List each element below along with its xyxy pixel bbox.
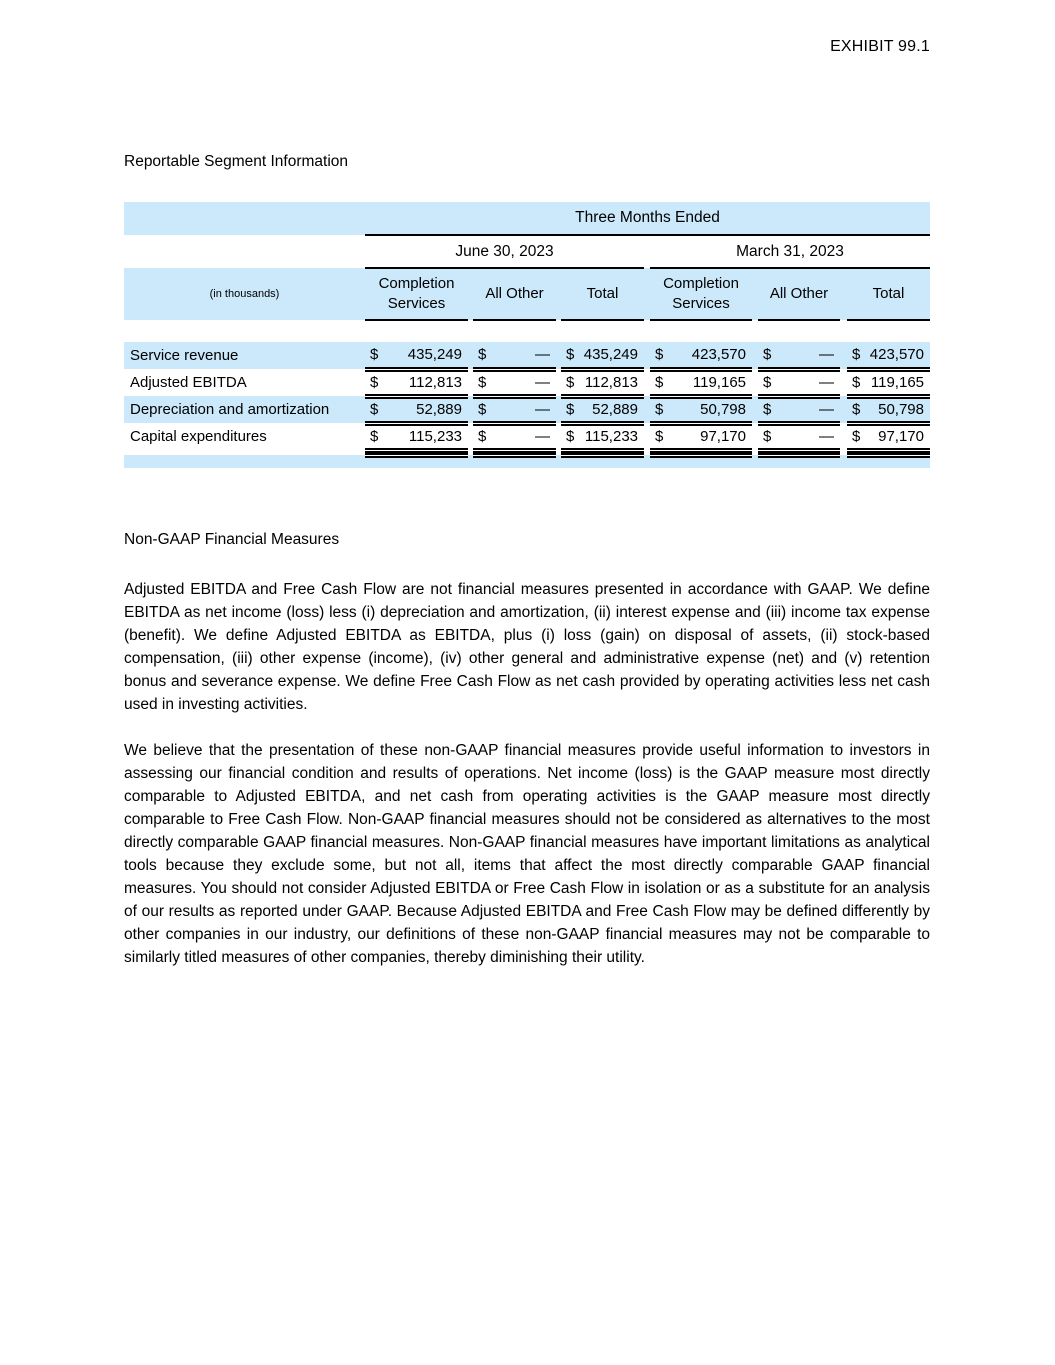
- value-cell: 423,570: [861, 342, 930, 369]
- spacer-row: [124, 320, 930, 342]
- units-label: (in thousands): [209, 287, 280, 300]
- table-row: [124, 423, 930, 450]
- dollar-sign-cell: $: [847, 342, 861, 369]
- column-header: Total: [847, 268, 930, 320]
- value-cell: 115,233: [381, 423, 468, 450]
- exhibit-label: EXHIBIT 99.1: [830, 38, 930, 55]
- dollar-sign-cell: $: [473, 423, 487, 450]
- dollar-sign-cell: $: [758, 342, 772, 369]
- value-cell: 423,570: [666, 342, 752, 369]
- table-row-columns: [124, 268, 930, 320]
- dollar-sign-cell: $: [365, 396, 381, 423]
- column-header: Total: [561, 268, 644, 320]
- value-cell: —: [487, 342, 556, 369]
- value-cell: —: [487, 396, 556, 423]
- gap-cell: [840, 369, 847, 396]
- subsection-title: Non-GAAP Financial Measures: [124, 531, 340, 548]
- value-cell: 52,889: [575, 396, 644, 423]
- dollar-sign-cell: $: [365, 423, 381, 450]
- value-cell: 112,813: [575, 369, 644, 396]
- column-header: Completion Services: [365, 268, 468, 320]
- table-row: [124, 342, 930, 369]
- dollar-sign-cell: $: [473, 396, 487, 423]
- column-header: All Other: [758, 268, 840, 320]
- dollar-sign-cell: $: [847, 423, 861, 450]
- section-title: Reportable Segment Information: [124, 153, 349, 170]
- total-rule-cell: [473, 455, 556, 468]
- paragraph-limitations: We believe that the presentation of these non-GAAP financial measures provide useful information to investors in assessing our financial condition and results of operations. Net income (loss) is the GAAP measure most directly comparable to Adjusted EBITDA, and net cash from operating activities is the GAAP measure most directly comparable to Free Cash Flow. Non-GAAP financial measures should not be considered as alternatives to the most directly comparable GAAP financial measures. Non-GAAP financial measures have important limitations as analytical tools because they exclude some, but not all, items that affect the most directly comparable GAAP financial measures. You should not consider Adjusted EBITDA or Free Cash Flow in isolation or as a substitute for an analysis of our results as reported under GAAP. Because Adjusted EBITDA and Free Cash Flow may be defined differently by other companies in our industry, our definitions of these non-GAAP financial measures may not be comparable to similarly titled measures of other companies, thereby diminishing their utility.: [124, 742, 930, 966]
- gap-cell: [840, 455, 847, 468]
- total-rule-cell: [847, 455, 930, 468]
- column-header: Completion Services: [650, 268, 752, 320]
- dollar-sign-cell: $: [650, 423, 666, 450]
- value-cell: 112,813: [381, 369, 468, 396]
- period-header: Three Months Ended: [365, 202, 930, 235]
- value-cell: —: [772, 396, 840, 423]
- value-cell: 435,249: [381, 342, 468, 369]
- dollar-sign-cell: $: [650, 369, 666, 396]
- date-header-march: March 31, 2023: [650, 235, 930, 268]
- value-cell: 50,798: [861, 396, 930, 423]
- dollar-sign-cell: $: [758, 423, 772, 450]
- dollar-sign-cell: $: [365, 369, 381, 396]
- value-cell: 115,233: [575, 423, 644, 450]
- value-cell: —: [772, 342, 840, 369]
- dollar-sign-cell: $: [473, 369, 487, 396]
- dollar-sign-cell: $: [473, 342, 487, 369]
- dollar-sign-cell: $: [758, 396, 772, 423]
- dollar-sign-cell: $: [561, 342, 575, 369]
- value-cell: —: [487, 369, 556, 396]
- dollar-sign-cell: $: [847, 396, 861, 423]
- dollar-sign-cell: $: [758, 369, 772, 396]
- empty-cell: [124, 202, 365, 235]
- dollar-sign-cell: $: [847, 369, 861, 396]
- value-cell: 435,249: [575, 342, 644, 369]
- table-row: [124, 396, 930, 423]
- gap-cell: [840, 423, 847, 450]
- table-row: [124, 369, 930, 396]
- table-footer-row: [124, 455, 930, 468]
- segment-information-table: [124, 202, 930, 468]
- value-cell: 119,165: [861, 369, 930, 396]
- row-label: Service revenue: [130, 347, 239, 364]
- total-rule-cell: [561, 455, 644, 468]
- dollar-sign-cell: $: [650, 396, 666, 423]
- gap-cell: [840, 268, 847, 320]
- row-label: Adjusted EBITDA: [130, 374, 247, 391]
- dollar-sign-cell: $: [561, 396, 575, 423]
- empty-cell: [124, 455, 365, 468]
- value-cell: —: [487, 423, 556, 450]
- value-cell: 119,165: [666, 369, 752, 396]
- total-rule-cell: [365, 455, 468, 468]
- dollar-sign-cell: $: [650, 342, 666, 369]
- value-cell: 97,170: [666, 423, 752, 450]
- paragraph-definitions: Adjusted EBITDA and Free Cash Flow are not financial measures presented in accordance with GAAP. We define EBITDA as net income (loss) less (i) depreciation and amortization, (ii) interest expense and (iii) income tax expense (benefit). We define Adjusted EBITDA as EBITDA, plus (i) loss (gain) on disposal of assets, (ii) stock-based compensation, (iii) other expense (income), (iv) other general and administrative expense (net) and (v) retention bonus and severance expense. We define Free Cash Flow as net cash provided by operating activities less net cash used in investing activities.: [124, 581, 930, 713]
- gap-cell: [840, 396, 847, 423]
- dollar-sign-cell: $: [561, 369, 575, 396]
- date-header-june: June 30, 2023: [365, 235, 644, 268]
- table-row-dates: [124, 235, 930, 268]
- row-label: Depreciation and amortization: [130, 401, 330, 418]
- value-cell: —: [772, 423, 840, 450]
- dollar-sign-cell: $: [365, 342, 381, 369]
- row-label: Capital expenditures: [130, 428, 267, 445]
- value-cell: 50,798: [666, 396, 752, 423]
- total-rule-cell: [758, 455, 840, 468]
- total-rule-cell: [650, 455, 752, 468]
- column-header: All Other: [473, 268, 556, 320]
- dollar-sign-cell: $: [561, 423, 575, 450]
- value-cell: 97,170: [861, 423, 930, 450]
- empty-cell: [124, 235, 365, 268]
- gap-cell: [840, 342, 847, 369]
- value-cell: 52,889: [381, 396, 468, 423]
- table-row-period: [124, 202, 930, 235]
- value-cell: —: [772, 369, 840, 396]
